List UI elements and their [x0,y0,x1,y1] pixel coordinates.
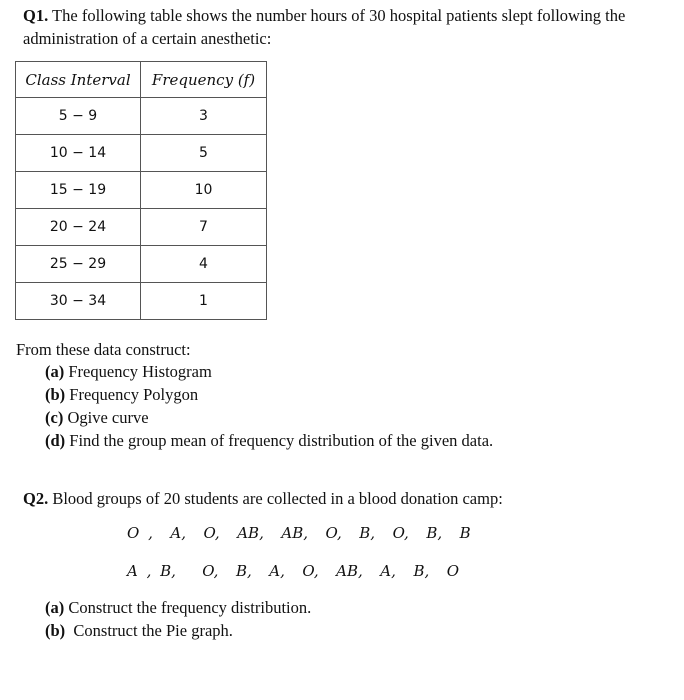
cell-frequency: 3 [141,98,267,135]
subitem-text: Frequency Histogram [64,362,212,381]
subitem-text: Frequency Polygon [65,385,199,404]
cell-interval: 10 − 14 [16,135,141,172]
subitem-label: (b) [45,385,66,404]
subitem-label: (c) [45,408,64,427]
cell-frequency: 5 [141,135,267,172]
blood-groups-row-1: O , A, O, AB, AB, O, B, O, B, B [127,524,471,542]
header-class-interval: Class Interval [16,62,141,98]
subitem-text: Construct the frequency distribution. [64,598,312,617]
table-row [16,135,267,172]
subitem-label: (b) [45,621,66,640]
question-1-prompt [23,4,673,50]
table-row [16,283,267,320]
header-frequency: Frequency (f) [141,62,267,98]
subitem-b [45,619,311,642]
subitem-text: Find the group mean of frequency distribution of the given data. [65,431,494,450]
table-row [16,172,267,209]
table-header-row [16,62,267,98]
cell-interval: 20 − 24 [16,209,141,246]
question-2-subitems [45,596,311,642]
subitem-d [45,429,493,452]
subitem-c [45,406,493,429]
blood-groups-row-2: A , B, O, B, A, O, AB, A, B, O [127,562,460,580]
question-2-label: Q2. [23,489,49,508]
cell-interval: 15 − 19 [16,172,141,209]
subitem-label: (a) [45,362,65,381]
table-row [16,98,267,135]
question-1-subitems [45,360,493,452]
table-row [16,246,267,283]
construct-instruction: From these data construct: [16,340,191,359]
subitem-text: Construct the Pie graph. [65,621,233,640]
cell-interval: 30 − 34 [16,283,141,320]
cell-interval: 25 − 29 [16,246,141,283]
question-1-label: Q1. [23,6,49,25]
question-1-text: The following table shows the number hours of 30 hospital patients slept following the administration of a certain anesthetic: [23,6,626,48]
question-2-prompt [23,487,503,510]
subitem-b [45,383,493,406]
question-2-text: Blood groups of 20 students are collected in a blood donation camp: [48,489,503,508]
subitem-a [45,596,311,619]
subitem-a [45,360,493,383]
cell-frequency: 1 [141,283,267,320]
cell-frequency: 4 [141,246,267,283]
subitem-label: (a) [45,598,65,617]
table-row [16,209,267,246]
cell-frequency: 10 [141,172,267,209]
subitem-text: Ogive curve [63,408,149,427]
frequency-table [15,61,267,320]
cell-frequency: 7 [141,209,267,246]
cell-interval: 5 − 9 [16,98,141,135]
subitem-label: (d) [45,431,66,450]
